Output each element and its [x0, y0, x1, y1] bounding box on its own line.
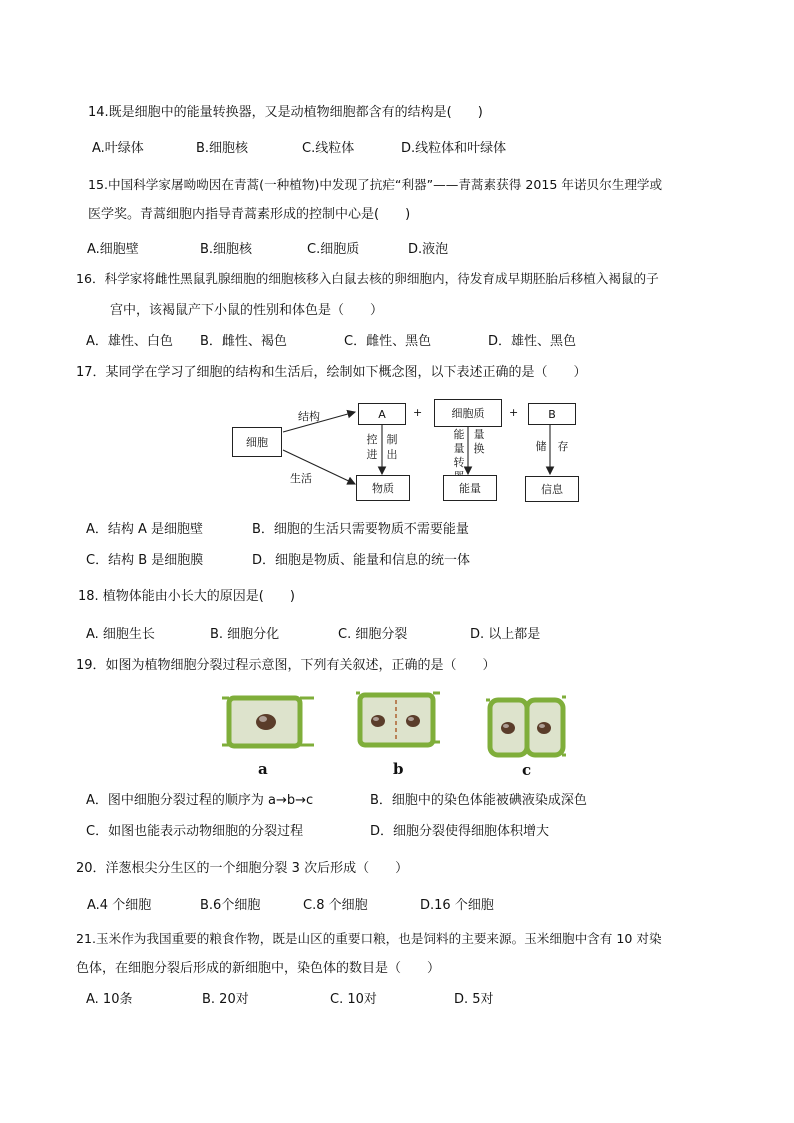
cell-c — [486, 697, 566, 755]
q19-option-c[interactable]: C．如图也能表示动物细胞的分裂过程 — [86, 824, 304, 839]
energy-char-4: 换 — [473, 442, 485, 455]
label-structure: 结构 — [298, 410, 320, 423]
q20-option-b[interactable]: B.6个细胞 — [200, 898, 261, 913]
q16-stem-line2: 宫中，该褐鼠产下小鼠的性别和体色是（ ） — [110, 303, 384, 318]
q16-option-a[interactable]: A．雄性、白色 — [86, 334, 173, 349]
control-char-4: 出 — [386, 448, 398, 461]
label-c: c — [522, 761, 532, 779]
q17-option-d[interactable]: D．细胞是物质、能量和信息的统一体 — [252, 553, 471, 568]
energy-char-2: 量 — [473, 428, 485, 441]
box-cytoplasm-label: 细胞质 — [451, 407, 485, 420]
plus-2: + — [509, 406, 519, 419]
q21-option-a[interactable]: A. 10条 — [86, 992, 133, 1007]
box-cell-label: 细胞 — [246, 436, 268, 449]
q18-stem: 18. 植物体能由小长大的原因是( ) — [78, 589, 295, 604]
label-b: b — [393, 760, 404, 778]
box-info-label: 信息 — [541, 483, 563, 496]
q14-option-a[interactable]: A.叶绿体 — [92, 141, 144, 156]
energy-char-1: 能 — [453, 428, 465, 441]
cell-a — [222, 698, 314, 746]
nucleus-a — [256, 714, 276, 730]
q14-stem: 14.既是细胞中的能量转换器，又是动植物细胞都含有的结构是( ) — [88, 105, 483, 120]
q16-option-c[interactable]: C．雌性、黑色 — [344, 334, 432, 349]
q21-option-b[interactable]: B. 20对 — [202, 992, 249, 1007]
q21-option-c[interactable]: C. 10对 — [330, 992, 377, 1007]
q15-option-a[interactable]: A.细胞壁 — [87, 242, 139, 257]
q15-option-d[interactable]: D.液泡 — [408, 242, 449, 257]
q14-option-d[interactable]: D.线粒体和叶绿体 — [401, 141, 507, 156]
q18-option-b[interactable]: B. 细胞分化 — [210, 627, 280, 642]
q19-option-b[interactable]: B．细胞中的染色体能被碘液染成深色 — [370, 793, 587, 808]
box-matter-label: 物质 — [372, 482, 394, 495]
q16-stem-line1: 16．科学家将雌性黑鼠乳腺细胞的细胞核移入白鼠去核的卵细胞内，待发育成早期胚胎后移植入褐鼠的子 — [76, 271, 659, 286]
q21-option-d[interactable]: D. 5对 — [454, 992, 494, 1007]
q14-option-c[interactable]: C.线粒体 — [302, 141, 355, 156]
q20-option-d[interactable]: D.16 个细胞 — [420, 898, 494, 913]
q18-option-a[interactable]: A. 细胞生长 — [86, 627, 155, 642]
box-a-label: A — [378, 407, 386, 421]
control-char-1: 控 — [366, 433, 378, 446]
q20-stem: 20．洋葱根尖分生区的一个细胞分裂 3 次后形成（ ） — [76, 861, 409, 876]
q21-stem-line2: 色体，在细胞分裂后形成的新细胞中，染色体的数目是（ ） — [76, 961, 441, 976]
store-char-2: 存 — [557, 440, 569, 453]
q20-option-a[interactable]: A.4 个细胞 — [87, 898, 152, 913]
q15-option-c[interactable]: C.细胞质 — [307, 242, 360, 257]
nucleus-c1 — [501, 722, 515, 734]
control-char-3: 进 — [366, 448, 378, 461]
q17-option-b[interactable]: B．细胞的生活只需要物质不需要能量 — [252, 522, 469, 537]
nucleus-b1 — [371, 715, 385, 727]
cell-b — [356, 693, 440, 745]
q17-stem: 17．某同学在学习了细胞的结构和生活后，绘制如下概念图，以下表述正确的是（ ） — [76, 365, 587, 380]
store-char-1: 储 — [535, 440, 547, 453]
plus-1: + — [413, 406, 423, 419]
q14-option-b[interactable]: B.细胞核 — [196, 141, 249, 156]
q15-stem-line1: 15.中国科学家屠呦呦因在青蒿(一种植物)中发现了抗疟“利器”——青蒿素获得 2015 年诺贝尔生理学或 — [88, 177, 663, 192]
energy-char-3: 量 — [453, 442, 465, 455]
box-b-label: B — [548, 407, 556, 421]
q19-option-d[interactable]: D．细胞分裂使得细胞体积增大 — [370, 824, 550, 839]
q18-option-d[interactable]: D. 以上都是 — [470, 627, 541, 642]
energy-char-5: 转 — [453, 456, 465, 469]
q21-stem-line1: 21.玉米作为我国重要的粮食作物，既是山区的重要口粮，也是饲料的主要来源。玉米细胞中含有 10 对染 — [76, 931, 662, 946]
nucleus-c2 — [537, 722, 551, 734]
q18-option-c[interactable]: C. 细胞分裂 — [338, 627, 408, 642]
q16-option-d[interactable]: D．雄性、黑色 — [488, 334, 577, 349]
q15-stem-line2: 医学奖。青蒿细胞内指导青蒿素形成的控制中心是( ) — [88, 207, 411, 222]
label-a: a — [258, 760, 268, 778]
label-life: 生活 — [290, 472, 312, 485]
q15-option-b[interactable]: B.细胞核 — [200, 242, 253, 257]
q17-option-c[interactable]: C．结构 B 是细胞膜 — [86, 553, 204, 568]
control-char-2: 制 — [386, 433, 398, 446]
q20-option-c[interactable]: C.8 个细胞 — [303, 898, 368, 913]
box-energy-label: 能量 — [459, 482, 481, 495]
q17-option-a[interactable]: A．结构 A 是细胞壁 — [86, 522, 204, 537]
nucleus-b2 — [406, 715, 420, 727]
q19-option-a[interactable]: A．图中细胞分裂过程的顺序为 a→b→c — [86, 793, 314, 808]
q19-stem: 19．如图为植物细胞分裂过程示意图，下列有关叙述，正确的是（ ） — [76, 658, 496, 673]
q16-option-b[interactable]: B．雌性、褐色 — [200, 334, 287, 349]
